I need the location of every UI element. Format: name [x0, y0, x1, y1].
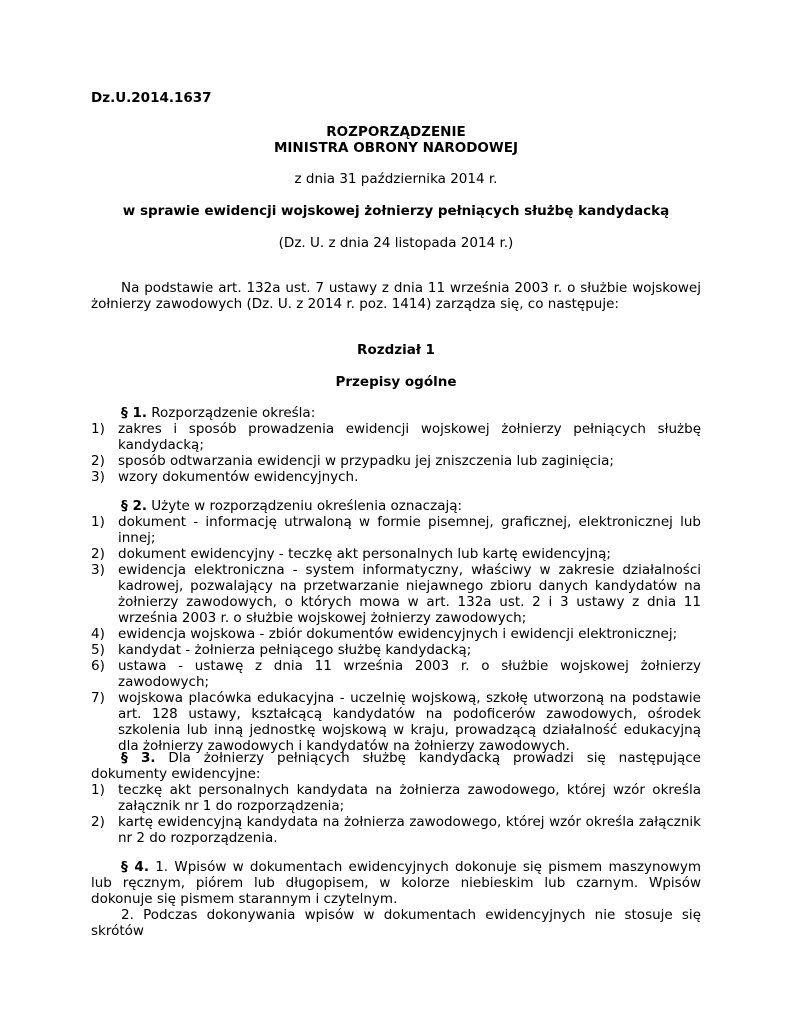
chapter-title: Przepisy ogólne: [335, 374, 457, 390]
section-3-intro: § 3. Dla żołnierzy pełniących służbę kandydacką prowadzi się następujące dokumenty ewidencyjne:: [91, 750, 701, 782]
title-line-2: MINISTRA OBRONY NARODOWEJ: [273, 140, 519, 156]
list-item: 3) ewidencja elektroniczna - system informatyczny, właściwy w zakresie działalności kadrowej, pozwalający na przetwarzanie niejawnego zbioru danych kandydatów na żołnierzy zawodowych, o których mowa w art. 132a ust. 2 i 3 ustawy z dnia 11 września 2003 r. o służbie wojskowej żołnierzy zawodowych;: [91, 562, 701, 626]
section-1-mark: § 1.: [121, 405, 147, 421]
list-item: 4) ewidencja wojskowa - zbiór dokumentów ewidencyjnych i ewidencji elektronicznej;: [91, 626, 678, 642]
list-item: 1) dokument - informację utrwaloną w formie pisemnej, graficznej, elektronicznej lub innej;: [91, 514, 701, 546]
section-3-mark: § 3.: [121, 750, 156, 766]
section-2-list: [91, 514, 701, 754]
section-2-intro: § 2. Użyte w rozporządzeniu określenia oznaczają:: [121, 498, 463, 514]
section-4-para-1: § 4. 1. Wpisów w dokumentach ewidencyjnych dokonuje się pismem maszynowym lub ręcznym, piórem lub długopisem, w kolorze niebieskim lub czarnym. Wpisów dokonuje się pismem starannym i czytelnym.: [91, 859, 701, 907]
act-type-title: [91, 124, 701, 156]
list-item: 6) ustawa - ustawę z dnia 11 września 2003 r. o służbie wojskowej żołnierzy zawodowych;: [91, 658, 701, 690]
list-item: 1) teczkę akt personalnych kandydata na żołnierza zawodowego, której wzór określa załącznik nr 1 do rozporządzenia;: [91, 782, 701, 814]
list-item: 3) wzory dokumentów ewidencyjnych.: [91, 469, 359, 485]
list-item: 1) zakres i sposób prowadzenia ewidencji wojskowej żołnierzy pełniących służbę kandydacką;: [91, 421, 701, 453]
journal-reference: Dz.U.2014.1637: [91, 90, 212, 106]
section-1-list: [91, 421, 701, 485]
act-subject: w sprawie ewidencji wojskowej żołnierzy pełniących służbę kandydacką: [122, 203, 670, 219]
preamble: Na podstawie art. 132a ust. 7 ustawy z dnia 11 września 2003 r. o służbie wojskowej żołnierzy zawodowych (Dz. U. z 2014 r. poz. 1414) zarządza się, co następuje:: [91, 280, 701, 312]
list-item: 5) kandydat - żołnierza pełniącego służbę kandydacką;: [91, 642, 472, 658]
section-4-mark: § 4.: [121, 859, 149, 875]
chapter-number: Rozdział 1: [357, 342, 435, 358]
act-date: z dnia 31 października 2014 r.: [294, 171, 498, 187]
section-1-intro: § 1. Rozporządzenie określa:: [121, 405, 316, 421]
list-item: 2) dokument ewidencyjny - teczkę akt personalnych lub kartę ewidencyjną;: [91, 546, 611, 562]
section-2-mark: § 2.: [121, 498, 147, 514]
publication-note: (Dz. U. z dnia 24 listopada 2014 r.): [278, 235, 514, 251]
list-item: 7) wojskowa placówka edukacyjna - uczelnię wojskową, szkołę utworzoną na podstawie art. 128 ustawy, kształcącą kandydatów na podoficerów zawodowych, ośrodek szkolenia lub inną jednostkę wojskową w kraju, prowadzącą działalność edukacyjną dla żołnierzy zawodowych i kandydatów na żołnierzy zawodowych.: [91, 690, 701, 754]
section-3-list: [91, 782, 701, 846]
section-4-para-2: 2. Podczas dokonywania wpisów w dokumentach ewidencyjnych nie stosuje się skrótów: [91, 907, 701, 939]
title-line-1: ROZPORZĄDZENIE: [326, 124, 466, 140]
list-item: 2) kartę ewidencyjną kandydata na żołnierza zawodowego, której wzór określa załącznik nr 2 do rozporządzenia.: [91, 814, 701, 846]
list-item: 2) sposób odtwarzania ewidencji w przypadku jej zniszczenia lub zaginięcia;: [91, 453, 614, 469]
